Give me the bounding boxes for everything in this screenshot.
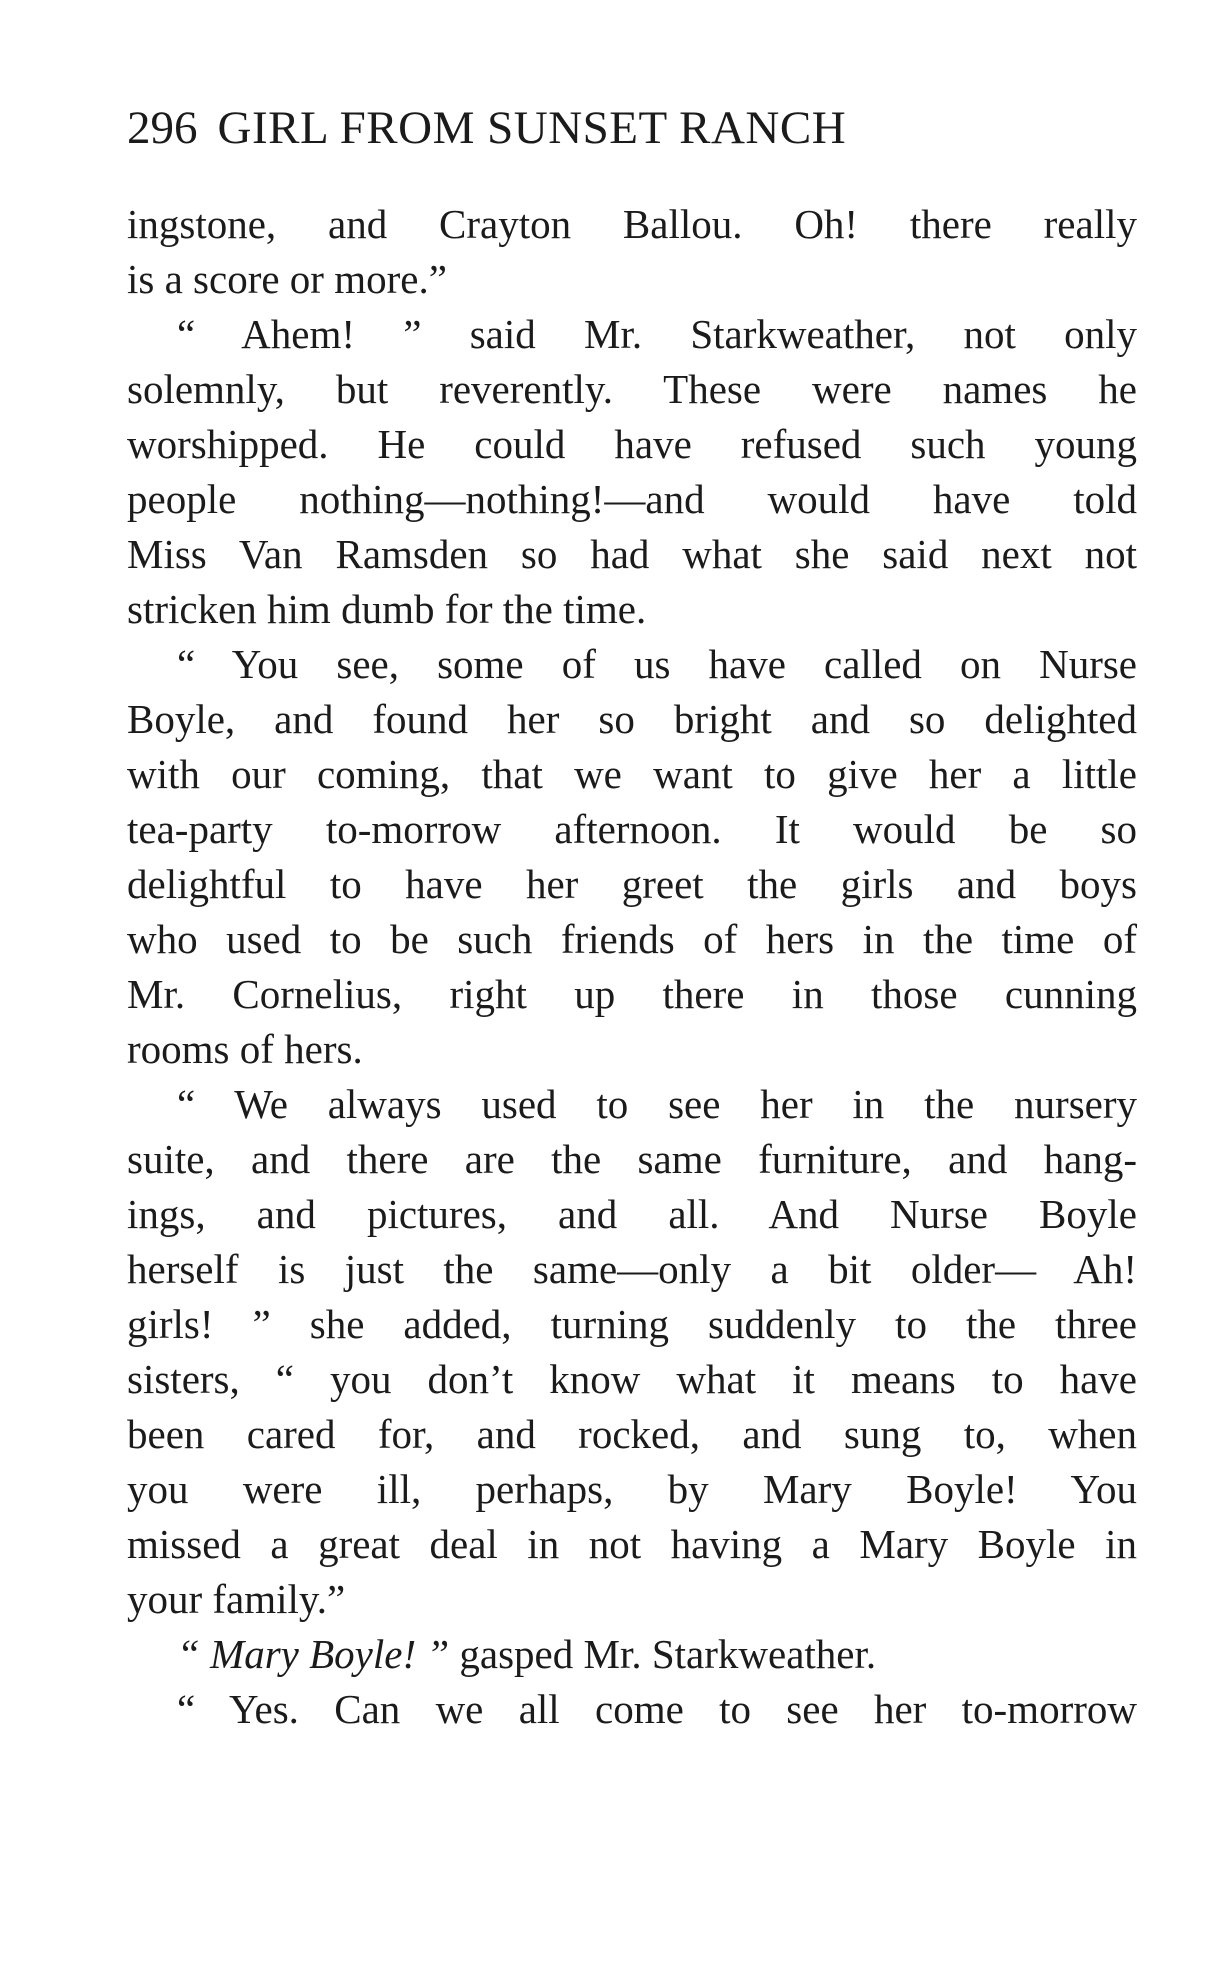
text-line: girls! ” she added, turning suddenly to the three xyxy=(127,1301,1137,1347)
running-title: GIRL FROM SUNSET RANCH xyxy=(217,102,847,154)
text-line: worshipped. He could have refused such young xyxy=(127,421,1137,467)
text-line: herself is just the same—only a bit older— Ah! xyxy=(127,1246,1137,1292)
text-line xyxy=(127,1627,1137,1682)
text-line: who used to be such friends of hers in the time of xyxy=(127,916,1137,962)
body-text xyxy=(127,197,1137,1737)
text-line: suite, and there are the same furniture, and hang- xyxy=(127,1136,1137,1182)
text-line: Miss Van Ramsden so had what she said next not xyxy=(127,531,1137,577)
page-number: 296 xyxy=(127,102,198,154)
text-line: people nothing—nothing!—and would have told xyxy=(127,476,1137,522)
text-line: tea-party to-morrow afternoon. It would be so xyxy=(127,806,1137,852)
text-line: Boyle, and found her so bright and so delighted xyxy=(127,696,1137,742)
text-line: “ You see, some of us have called on Nurse xyxy=(177,641,1137,687)
text-line: you were ill, perhaps, by Mary Boyle! You xyxy=(127,1466,1137,1512)
text-line: “ We always used to see her in the nursery xyxy=(177,1081,1137,1127)
text-line-rest: gasped Mr. Starkweather. xyxy=(449,1631,877,1677)
text-line: with our coming, that we want to give her a little xyxy=(127,751,1137,797)
text-line: delightful to have her greet the girls and boys xyxy=(127,861,1137,907)
text-line: solemnly, but reverently. These were names he xyxy=(127,366,1137,412)
text-line: sisters, “ you don’t know what it means to have xyxy=(127,1356,1137,1402)
text-line: stricken him dumb for the time. xyxy=(127,586,647,632)
text-line: rooms of hers. xyxy=(127,1026,363,1072)
text-line: is a score or more.” xyxy=(127,256,447,302)
text-line: “ Yes. Can we all come to see her to-morrow xyxy=(177,1686,1137,1732)
text-line: your family.” xyxy=(127,1576,346,1622)
text-line: Mr. Cornelius, right up there in those cunning xyxy=(127,971,1137,1017)
italic-quote: “ Mary Boyle! ” xyxy=(177,1631,450,1677)
text-line: ings, and pictures, and all. And Nurse Boyle xyxy=(127,1191,1137,1237)
text-line: ingstone, and Crayton Ballou. Oh! there really xyxy=(127,201,1137,247)
text-line: been cared for, and rocked, and sung to, when xyxy=(127,1411,1137,1457)
text-line: missed a great deal in not having a Mary Boyle in xyxy=(127,1521,1137,1567)
page-header xyxy=(127,96,1137,160)
text-line: “ Ahem! ” said Mr. Starkweather, not only xyxy=(177,311,1137,357)
